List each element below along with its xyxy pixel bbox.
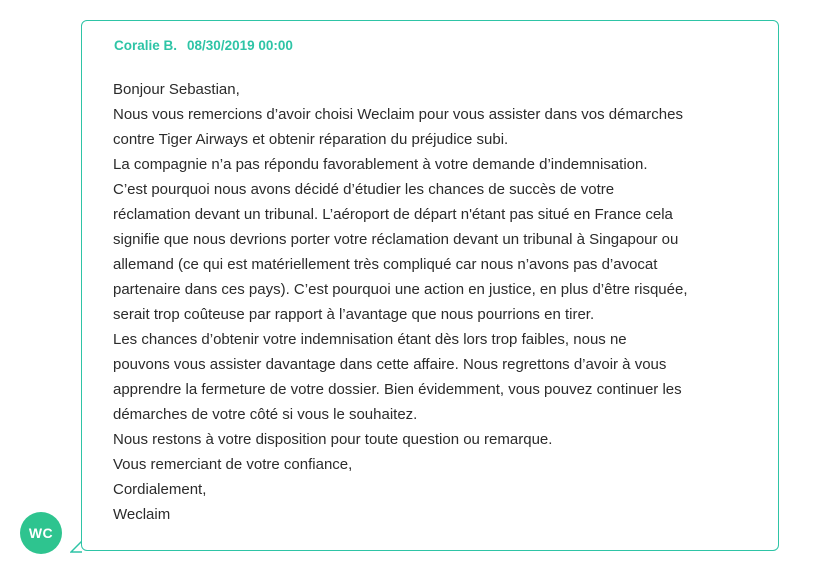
message-line: allemand (ce qui est matériellement très compliqué car nous n’avons pas d’avocat bbox=[113, 256, 658, 273]
message-bubble bbox=[81, 20, 779, 551]
message-line: Bonjour Sebastian, bbox=[113, 81, 240, 98]
message-date: 08/30/2019 00:00 bbox=[187, 38, 293, 53]
message-line: serait trop coûteuse par rapport à l’avantage que nous pourrions en tirer. bbox=[113, 306, 595, 323]
message-line: partenaire dans ces pays). C’est pourquoi une action en justice, en plus d’être risquée, bbox=[113, 281, 688, 298]
message-line: réclamation devant un tribunal. L’aéroport de départ n'étant pas situé en France cela bbox=[113, 206, 673, 223]
message-line: signifie que nous devrions porter votre réclamation devant un tribunal à Singapour ou bbox=[113, 231, 679, 248]
message-line: Weclaim bbox=[113, 506, 171, 523]
message-line: Cordialement, bbox=[113, 481, 207, 498]
message-line: Vous remerciant de votre confiance, bbox=[113, 456, 353, 473]
avatar-initials: WC bbox=[28, 525, 54, 541]
avatar bbox=[20, 512, 62, 554]
message-line: C’est pourquoi nous avons décidé d’étudier les chances de succès de votre bbox=[113, 181, 615, 198]
message-body bbox=[113, 77, 763, 527]
message-line: démarches de votre côté si vous le souhaitez. bbox=[113, 406, 418, 423]
message-line: Les chances d’obtenir votre indemnisation étant dès lors trop faibles, nous ne bbox=[113, 331, 627, 348]
message-line: contre Tiger Airways et obtenir réparation du préjudice subi. bbox=[113, 131, 509, 148]
message-author: Coralie B. bbox=[114, 38, 178, 53]
message-header bbox=[114, 38, 293, 53]
message-line: Nous restons à votre disposition pour toute question ou remarque. bbox=[113, 431, 553, 448]
message-line: pouvons vous assister davantage dans cette affaire. Nous regrettons d’avoir à vous bbox=[113, 356, 667, 373]
message-line: apprendre la fermeture de votre dossier. Bien évidemment, vous pouvez continuer les bbox=[113, 381, 682, 398]
message-line: Nous vous remercions d’avoir choisi Weclaim pour vous assister dans vos démarches bbox=[113, 106, 683, 123]
message-line: La compagnie n’a pas répondu favorablement à votre demande d’indemnisation. bbox=[113, 156, 648, 173]
